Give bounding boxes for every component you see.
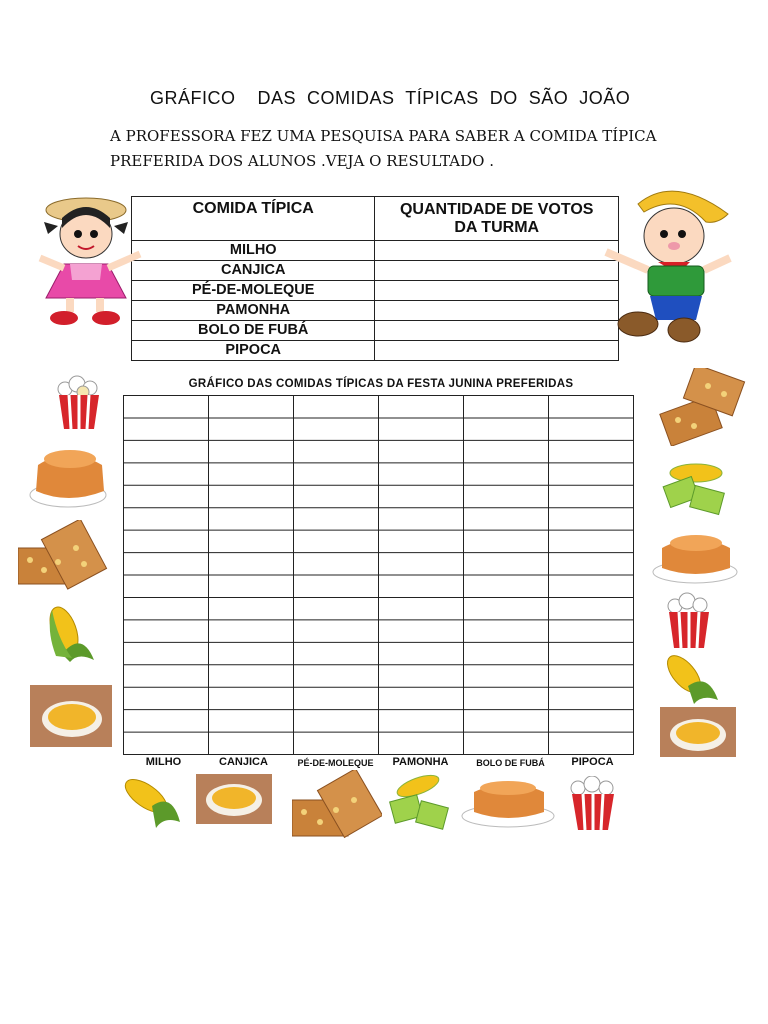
peanut-brittle-icon — [292, 770, 382, 840]
x-label-pe-de-moleque: PÉ-DE-MOLEQUE — [297, 758, 374, 768]
peanut-brittle-icon — [18, 520, 108, 592]
col-header-votes-line2: DA TURMA — [454, 218, 540, 236]
boy-character — [598, 178, 743, 350]
food-cell: PÉ-DE-MOLEQUE — [132, 281, 375, 301]
col-header-votes — [375, 197, 619, 241]
food-cell: PIPOCA — [132, 341, 375, 361]
votes-cell[interactable] — [375, 261, 619, 281]
x-label-milho: MILHO — [145, 756, 182, 768]
table-row — [132, 341, 619, 361]
cake-icon — [28, 443, 108, 513]
food-cell: MILHO — [132, 241, 375, 261]
chart-title: GRÁFICO DAS COMIDAS TÍPICAS DA FESTA JUNINA PREFERIDAS — [188, 378, 574, 390]
corn-icon — [122, 772, 182, 830]
x-label-pamonha: PAMONHA — [392, 756, 449, 768]
canjica-bowl-icon — [30, 685, 112, 747]
survey-header-row — [132, 197, 619, 241]
page-title: GRÁFICO DAS COMIDAS TÍPICAS DO SÃO JOÃO — [150, 88, 631, 108]
food-cell: BOLO DE FUBÁ — [132, 321, 375, 341]
corn-icon — [662, 650, 720, 708]
intro-line-1: A PROFESSORA FEZ UMA PESQUISA PARA SABER A COMIDA TÍPICA — [110, 127, 657, 145]
x-label-bolo-de-fuba: BOLO DE FUBÁ — [476, 758, 545, 768]
survey-table — [131, 196, 619, 361]
col-header-food-label: COMIDA TÍPICA — [192, 200, 314, 217]
popcorn-icon — [55, 375, 103, 430]
x-label-pipoca: PIPOCA — [571, 756, 614, 768]
popcorn-icon — [568, 776, 618, 832]
pamonha-icon — [650, 455, 740, 523]
popcorn-icon — [665, 592, 713, 650]
table-row — [132, 281, 619, 301]
cake-icon — [460, 778, 556, 828]
votes-cell[interactable] — [375, 341, 619, 361]
table-row — [132, 241, 619, 261]
food-cell: CANJICA — [132, 261, 375, 281]
x-label-canjica: CANJICA — [219, 756, 268, 768]
girl-character — [30, 188, 150, 333]
votes-cell[interactable] — [375, 281, 619, 301]
votes-cell[interactable] — [375, 321, 619, 341]
table-row — [132, 321, 619, 341]
cake-icon — [650, 530, 740, 586]
table-row — [132, 261, 619, 281]
votes-cell[interactable] — [375, 301, 619, 321]
canjica-bowl-icon — [660, 707, 736, 757]
col-header-food — [132, 197, 375, 241]
peanut-brittle-icon — [658, 368, 746, 446]
corn-icon — [42, 600, 98, 666]
votes-cell[interactable] — [375, 241, 619, 261]
food-cell: PAMONHA — [132, 301, 375, 321]
chart-grid[interactable] — [123, 395, 634, 755]
pamonha-icon — [386, 770, 452, 836]
table-row — [132, 301, 619, 321]
col-header-votes-line1: QUANTIDADE DE VOTOS — [399, 200, 594, 218]
intro-line-2: PREFERIDA DOS ALUNOS .VEJA O RESULTADO . — [110, 152, 494, 170]
intro-text — [110, 124, 670, 174]
canjica-bowl-icon — [196, 774, 272, 824]
